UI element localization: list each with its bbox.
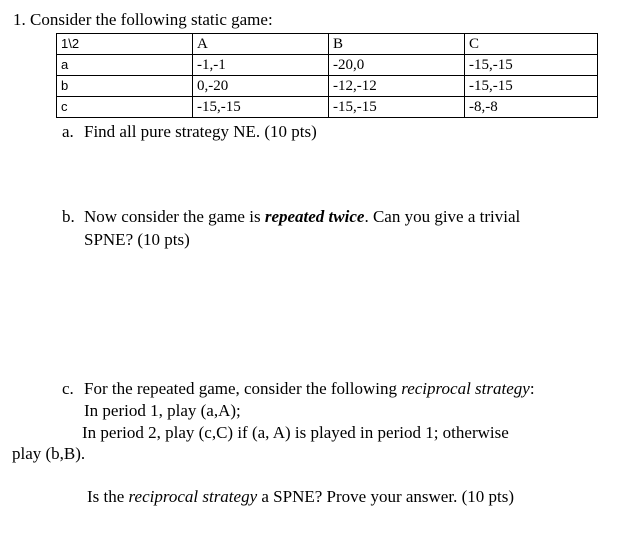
part-c-question (87, 487, 514, 507)
part-c-line-4: play (b,B). (12, 444, 86, 463)
table-cell: -12,-12 (329, 76, 465, 97)
table-cell: -8,-8 (465, 97, 598, 118)
part-a-label: a. (62, 122, 74, 141)
table-row-label: b (57, 76, 193, 97)
part-c-question-after: a SPNE? Prove your answer. (10 pts) (257, 487, 514, 506)
table-cell: -15,-15 (465, 76, 598, 97)
table-row (57, 76, 598, 97)
table-row-label: a (57, 55, 193, 76)
part-b-emphasis: repeated twice (264, 207, 365, 226)
part-c-text-after: : (529, 379, 535, 398)
part-b-text-after: . Can you give a trivial (364, 207, 521, 226)
table-row (57, 55, 598, 76)
part-b-line-2: SPNE? (10 pts) (84, 230, 190, 249)
part-c-question-before: Is the (87, 487, 129, 506)
part-b-label: b. (62, 207, 75, 226)
part-c-label: c. (62, 379, 74, 398)
part-c-line-1 (62, 379, 535, 399)
part-c-line-2: In period 1, play (a,A); (84, 401, 241, 420)
table-cell: 0,-20 (193, 76, 329, 97)
table-cell: -15,-15 (193, 97, 329, 118)
part-a (62, 122, 317, 142)
payoff-table (56, 33, 598, 118)
table-header-row (57, 34, 598, 55)
part-c-emphasis: reciprocal strategy (401, 379, 530, 398)
table-cell: -15,-15 (465, 55, 598, 76)
table-row (57, 97, 598, 118)
table-header-cell: 1\2 (57, 34, 193, 55)
table-header-cell: B (329, 34, 465, 55)
table-row-label: c (57, 97, 193, 118)
table-cell: -20,0 (329, 55, 465, 76)
part-c-line-3: In period 2, play (c,C) if (a, A) is played in period 1; otherwise (82, 423, 509, 442)
part-a-text: Find all pure strategy NE. (10 pts) (84, 122, 317, 141)
part-c-text-before: For the repeated game, consider the following (84, 379, 402, 398)
part-c-question-emphasis: reciprocal strategy (128, 487, 258, 506)
table-cell: -1,-1 (193, 55, 329, 76)
part-b-text-before: Now consider the game is (84, 207, 265, 226)
table-header-cell: C (465, 34, 598, 55)
part-b-line-1 (62, 207, 520, 227)
table-header-cell: A (193, 34, 329, 55)
table-cell: -15,-15 (329, 97, 465, 118)
question-title: 1. Consider the following static game: (13, 10, 273, 29)
